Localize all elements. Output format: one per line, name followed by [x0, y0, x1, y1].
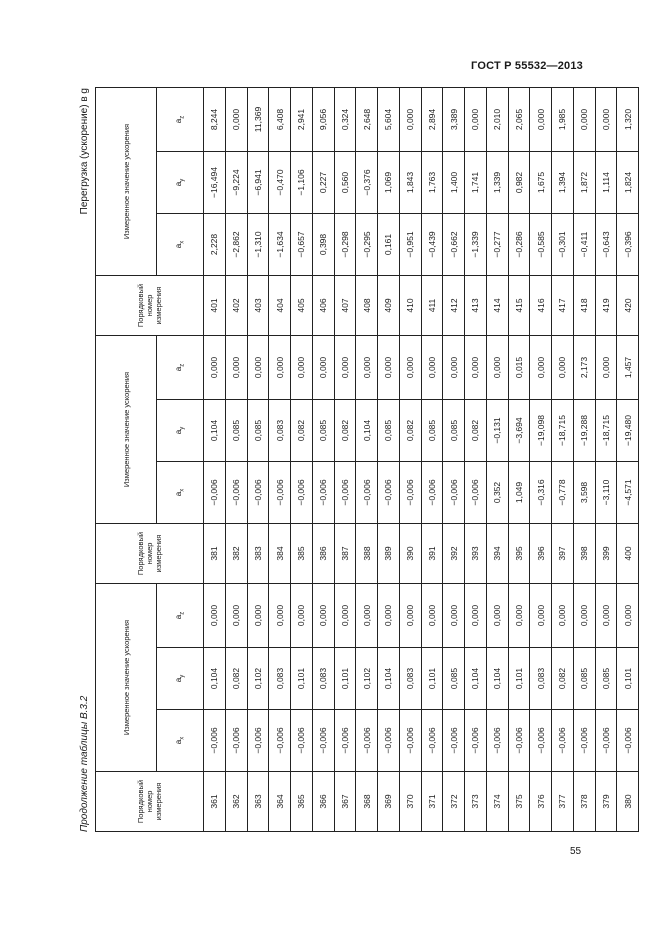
row-number-cell: 394 — [486, 524, 508, 584]
row-number-cell: 367 — [334, 772, 356, 832]
value-cell: 0,000 — [486, 336, 508, 400]
value-cell: −4,571 — [617, 462, 639, 524]
value-cell: 3,598 — [573, 462, 595, 524]
table-row — [617, 88, 639, 832]
value-cell: 0,000 — [291, 584, 313, 648]
value-cell: −0,662 — [443, 214, 465, 276]
value-cell: −0,439 — [421, 214, 443, 276]
value-cell: −0,778 — [552, 462, 574, 524]
row-number-cell: 383 — [247, 524, 269, 584]
acceleration-table — [95, 87, 639, 832]
value-cell: 0,000 — [204, 584, 226, 648]
value-cell: −0,006 — [573, 710, 595, 772]
value-cell: −0,006 — [530, 710, 552, 772]
row-number-cell: 382 — [225, 524, 247, 584]
value-cell: −0,951 — [399, 214, 421, 276]
value-cell: 0,000 — [247, 584, 269, 648]
value-cell: 0,082 — [552, 648, 574, 710]
value-cell: 1,985 — [552, 88, 574, 152]
value-cell: 0,000 — [247, 336, 269, 400]
value-cell: 0,015 — [508, 336, 530, 400]
value-cell: 0,000 — [312, 336, 334, 400]
value-cell: −19,480 — [617, 400, 639, 462]
row-number-cell: 420 — [617, 276, 639, 336]
value-cell: 0,000 — [530, 584, 552, 648]
table-body — [204, 88, 639, 832]
value-cell: 9,056 — [312, 88, 334, 152]
value-cell: 1,457 — [617, 336, 639, 400]
value-cell: −0,006 — [595, 710, 617, 772]
value-cell: 0,000 — [465, 584, 487, 648]
value-cell: 0,085 — [225, 400, 247, 462]
value-cell: 0,000 — [225, 336, 247, 400]
row-number-cell: 414 — [486, 276, 508, 336]
row-number-cell: 398 — [573, 524, 595, 584]
value-cell: 2,941 — [291, 88, 313, 152]
value-cell: −0,006 — [421, 710, 443, 772]
row-number-cell: 380 — [617, 772, 639, 832]
value-cell: 0,083 — [312, 648, 334, 710]
value-cell: 1,049 — [508, 462, 530, 524]
value-cell: 3,389 — [443, 88, 465, 152]
value-cell: 0,000 — [443, 584, 465, 648]
value-cell: −0,298 — [334, 214, 356, 276]
value-cell: 0,000 — [269, 336, 291, 400]
value-cell: −0,131 — [486, 400, 508, 462]
value-cell: −0,277 — [486, 214, 508, 276]
value-cell: 0,101 — [508, 648, 530, 710]
value-cell: −0,006 — [291, 710, 313, 772]
row-number-cell: 384 — [269, 524, 291, 584]
header-row-no-1: Порядковый номер измерения — [96, 772, 204, 832]
row-number-cell: 395 — [508, 524, 530, 584]
row-number-cell: 403 — [247, 276, 269, 336]
value-cell: 0,101 — [291, 648, 313, 710]
table-row — [595, 88, 617, 832]
header-measured-3: Измеренное значение ускорения — [96, 88, 157, 276]
value-cell: −0,006 — [378, 710, 400, 772]
value-cell: 1,741 — [465, 152, 487, 214]
value-cell: 0,083 — [269, 400, 291, 462]
header-ay-1: $a_y$ — [157, 648, 204, 710]
row-number-cell: 412 — [443, 276, 465, 336]
value-cell: 2,894 — [421, 88, 443, 152]
table-row — [356, 88, 378, 832]
value-cell: 0,000 — [334, 336, 356, 400]
value-cell: −18,715 — [595, 400, 617, 462]
header-row-no-3: Порядковый номер измерения — [96, 276, 204, 336]
value-cell: −3,694 — [508, 400, 530, 462]
table-row — [291, 88, 313, 832]
value-cell: −0,411 — [573, 214, 595, 276]
row-number-cell: 411 — [421, 276, 443, 336]
row-number-cell: 392 — [443, 524, 465, 584]
value-cell: −0,006 — [399, 462, 421, 524]
value-cell: −0,006 — [225, 462, 247, 524]
value-cell: 0,000 — [204, 336, 226, 400]
value-cell: 0,000 — [291, 336, 313, 400]
header-az-1: $a_z$ — [157, 584, 204, 648]
value-cell: 0,000 — [421, 336, 443, 400]
value-cell: −0,006 — [269, 710, 291, 772]
value-cell: 0,000 — [595, 584, 617, 648]
value-cell: −1,634 — [269, 214, 291, 276]
value-cell: 0,104 — [465, 648, 487, 710]
row-number-cell: 400 — [617, 524, 639, 584]
page-number: 55 — [570, 846, 582, 857]
table-row — [552, 88, 574, 832]
value-cell: 0,083 — [399, 648, 421, 710]
value-cell: −0,657 — [291, 214, 313, 276]
row-number-cell: 397 — [552, 524, 574, 584]
value-cell: −0,006 — [508, 710, 530, 772]
row-number-cell: 405 — [291, 276, 313, 336]
value-cell: 2,648 — [356, 88, 378, 152]
value-cell: −0,006 — [204, 462, 226, 524]
value-cell: −0,006 — [312, 710, 334, 772]
value-cell: 2,228 — [204, 214, 226, 276]
row-number-cell: 418 — [573, 276, 595, 336]
value-cell: −0,316 — [530, 462, 552, 524]
value-cell: −0,376 — [356, 152, 378, 214]
value-cell: 0,227 — [312, 152, 334, 214]
row-number-cell: 389 — [378, 524, 400, 584]
row-number-cell: 386 — [312, 524, 334, 584]
value-cell: 0,000 — [399, 88, 421, 152]
row-number-cell: 391 — [421, 524, 443, 584]
value-cell: 0,085 — [312, 400, 334, 462]
value-cell: 0,000 — [595, 336, 617, 400]
value-cell: 0,000 — [552, 336, 574, 400]
header-measured-1: Измеренное значение ускорения — [96, 584, 157, 772]
value-cell: 2,010 — [486, 88, 508, 152]
row-number-cell: 396 — [530, 524, 552, 584]
value-cell: 0,082 — [465, 400, 487, 462]
value-cell: 0,000 — [530, 336, 552, 400]
row-number-cell: 372 — [443, 772, 465, 832]
value-cell: −0,301 — [552, 214, 574, 276]
value-cell: −16,494 — [204, 152, 226, 214]
row-number-cell: 402 — [225, 276, 247, 336]
row-number-cell: 369 — [378, 772, 400, 832]
value-cell: 0,324 — [334, 88, 356, 152]
value-cell: 0,082 — [291, 400, 313, 462]
value-cell: 0,104 — [204, 648, 226, 710]
table-row — [399, 88, 421, 832]
value-cell: 0,085 — [421, 400, 443, 462]
value-cell: 0,085 — [247, 400, 269, 462]
value-cell: −0,585 — [530, 214, 552, 276]
value-cell: −0,006 — [399, 710, 421, 772]
row-number-cell: 415 — [508, 276, 530, 336]
value-cell: 1,320 — [617, 88, 639, 152]
value-cell: 1,843 — [399, 152, 421, 214]
value-cell: 0,000 — [356, 584, 378, 648]
value-cell: 0,000 — [530, 88, 552, 152]
value-cell: 0,000 — [312, 584, 334, 648]
row-number-cell: 373 — [465, 772, 487, 832]
value-cell: 0,000 — [356, 336, 378, 400]
value-cell: 0,000 — [399, 584, 421, 648]
table-row — [508, 88, 530, 832]
value-cell: 0,083 — [269, 648, 291, 710]
row-number-cell: 410 — [399, 276, 421, 336]
header-ax-1: $a_x$ — [157, 710, 204, 772]
value-cell: 0,000 — [225, 88, 247, 152]
value-cell: 0,101 — [334, 648, 356, 710]
table-caption: Продолжение таблицы В.3.2 — [79, 695, 90, 832]
value-cell: 0,082 — [399, 400, 421, 462]
value-cell: −0,006 — [269, 462, 291, 524]
value-cell: 0,085 — [573, 648, 595, 710]
value-cell: 5,604 — [378, 88, 400, 152]
value-cell: −19,288 — [573, 400, 595, 462]
table-row — [378, 88, 400, 832]
units-caption: Перегрузка (ускорение) в g — [79, 88, 90, 215]
value-cell: 0,082 — [334, 400, 356, 462]
value-cell: 1,394 — [552, 152, 574, 214]
value-cell: −1,339 — [465, 214, 487, 276]
row-number-cell: 370 — [399, 772, 421, 832]
value-cell: 0,085 — [443, 400, 465, 462]
value-cell: 0,000 — [595, 88, 617, 152]
document-code: ГОСТ Р 55532—2013 — [471, 60, 583, 72]
value-cell: 0,104 — [486, 648, 508, 710]
table-row — [247, 88, 269, 832]
value-cell: 1,824 — [617, 152, 639, 214]
value-cell: 0,000 — [225, 584, 247, 648]
value-cell: 0,560 — [334, 152, 356, 214]
table-row — [465, 88, 487, 832]
value-cell: −0,006 — [356, 710, 378, 772]
value-cell: 0,398 — [312, 214, 334, 276]
value-cell: 0,000 — [573, 88, 595, 152]
row-number-cell: 408 — [356, 276, 378, 336]
value-cell: 0,104 — [204, 400, 226, 462]
value-cell: 0,083 — [530, 648, 552, 710]
row-number-cell: 419 — [595, 276, 617, 336]
value-cell: −0,643 — [595, 214, 617, 276]
table-row — [573, 88, 595, 832]
table-row — [334, 88, 356, 832]
value-cell: 0,101 — [421, 648, 443, 710]
value-cell: 0,000 — [465, 88, 487, 152]
row-number-cell: 375 — [508, 772, 530, 832]
header-ay-2: $a_y$ — [157, 400, 204, 462]
value-cell: 1,675 — [530, 152, 552, 214]
row-number-cell: 366 — [312, 772, 334, 832]
value-cell: −0,006 — [204, 710, 226, 772]
value-cell: −1,106 — [291, 152, 313, 214]
value-cell: −3,110 — [595, 462, 617, 524]
row-number-cell: 377 — [552, 772, 574, 832]
row-number-cell: 364 — [269, 772, 291, 832]
value-cell: −0,006 — [225, 710, 247, 772]
row-number-cell: 409 — [378, 276, 400, 336]
value-cell: 0,161 — [378, 214, 400, 276]
value-cell: 0,104 — [378, 648, 400, 710]
row-number-cell: 404 — [269, 276, 291, 336]
row-number-cell: 416 — [530, 276, 552, 336]
row-number-cell: 368 — [356, 772, 378, 832]
value-cell: 0,085 — [595, 648, 617, 710]
table-row — [486, 88, 508, 832]
value-cell: −0,006 — [247, 710, 269, 772]
row-number-cell: 363 — [247, 772, 269, 832]
value-cell: 2,065 — [508, 88, 530, 152]
header-az-2: $a_z$ — [157, 336, 204, 400]
row-number-cell: 388 — [356, 524, 378, 584]
header-ax-3: $a_x$ — [157, 214, 204, 276]
value-cell: 1,872 — [573, 152, 595, 214]
row-number-cell: 406 — [312, 276, 334, 336]
table-row — [225, 88, 247, 832]
value-cell: 1,763 — [421, 152, 443, 214]
value-cell: −0,470 — [269, 152, 291, 214]
row-number-cell: 393 — [465, 524, 487, 584]
row-number-cell: 381 — [204, 524, 226, 584]
value-cell: −0,006 — [421, 462, 443, 524]
value-cell: 0,000 — [399, 336, 421, 400]
value-cell: 0,000 — [421, 584, 443, 648]
header-measured-2: Измеренное значение ускорения — [96, 336, 157, 524]
value-cell: −0,006 — [356, 462, 378, 524]
value-cell: −0,006 — [334, 462, 356, 524]
value-cell: 1,069 — [378, 152, 400, 214]
row-number-cell: 385 — [291, 524, 313, 584]
value-cell: 0,000 — [378, 336, 400, 400]
value-cell: 0,102 — [356, 648, 378, 710]
table-row — [312, 88, 334, 832]
value-cell: −1,310 — [247, 214, 269, 276]
value-cell: 1,400 — [443, 152, 465, 214]
header-row-no-2: Порядковый номер измерения — [96, 524, 204, 584]
value-cell: 0,085 — [443, 648, 465, 710]
rotated-table-area — [79, 88, 633, 832]
table-row — [421, 88, 443, 832]
table-row — [269, 88, 291, 832]
table-row — [204, 88, 226, 832]
value-cell: −0,006 — [247, 462, 269, 524]
value-cell: −0,006 — [312, 462, 334, 524]
value-cell: 0,000 — [508, 584, 530, 648]
header-ay-3: $a_y$ — [157, 152, 204, 214]
row-number-cell: 401 — [204, 276, 226, 336]
table-row — [443, 88, 465, 832]
value-cell: 0,982 — [508, 152, 530, 214]
row-number-cell: 362 — [225, 772, 247, 832]
value-cell: 0,102 — [247, 648, 269, 710]
value-cell: 0,000 — [617, 584, 639, 648]
value-cell: −0,006 — [465, 462, 487, 524]
value-cell: 1,114 — [595, 152, 617, 214]
value-cell: −0,006 — [378, 462, 400, 524]
row-number-cell: 390 — [399, 524, 421, 584]
value-cell: 0,000 — [334, 584, 356, 648]
value-cell: 0,000 — [465, 336, 487, 400]
row-number-cell: 407 — [334, 276, 356, 336]
value-cell: −19,098 — [530, 400, 552, 462]
row-number-cell: 374 — [486, 772, 508, 832]
value-cell: −18,715 — [552, 400, 574, 462]
value-cell: −2,862 — [225, 214, 247, 276]
value-cell: 0,104 — [356, 400, 378, 462]
value-cell: −0,006 — [443, 462, 465, 524]
value-cell: 0,000 — [269, 584, 291, 648]
value-cell: −0,006 — [486, 710, 508, 772]
value-cell: −0,006 — [465, 710, 487, 772]
value-cell: −9,224 — [225, 152, 247, 214]
value-cell: −0,396 — [617, 214, 639, 276]
value-cell: −0,286 — [508, 214, 530, 276]
header-ax-2: $a_x$ — [157, 462, 204, 524]
value-cell: 0,082 — [225, 648, 247, 710]
value-cell: 8,244 — [204, 88, 226, 152]
row-number-cell: 413 — [465, 276, 487, 336]
value-cell: 0,085 — [378, 400, 400, 462]
value-cell: −0,006 — [291, 462, 313, 524]
row-number-cell: 399 — [595, 524, 617, 584]
value-cell: −0,006 — [617, 710, 639, 772]
value-cell: 1,339 — [486, 152, 508, 214]
row-number-cell: 361 — [204, 772, 226, 832]
value-cell: −0,006 — [334, 710, 356, 772]
table-row — [530, 88, 552, 832]
value-cell: 2,173 — [573, 336, 595, 400]
value-cell: −0,006 — [552, 710, 574, 772]
row-number-cell: 376 — [530, 772, 552, 832]
row-number-cell: 378 — [573, 772, 595, 832]
row-number-cell: 387 — [334, 524, 356, 584]
value-cell: −0,006 — [443, 710, 465, 772]
row-number-cell: 379 — [595, 772, 617, 832]
row-number-cell: 417 — [552, 276, 574, 336]
header-az-3: $a_z$ — [157, 88, 204, 152]
value-cell: 6,408 — [269, 88, 291, 152]
value-cell: 0,000 — [552, 584, 574, 648]
value-cell: 11,369 — [247, 88, 269, 152]
value-cell: 0,352 — [486, 462, 508, 524]
value-cell: 0,000 — [443, 336, 465, 400]
row-number-cell: 365 — [291, 772, 313, 832]
value-cell: 0,000 — [486, 584, 508, 648]
value-cell: 0,101 — [617, 648, 639, 710]
value-cell: 0,000 — [378, 584, 400, 648]
value-cell: 0,000 — [573, 584, 595, 648]
value-cell: −0,295 — [356, 214, 378, 276]
row-number-cell: 371 — [421, 772, 443, 832]
value-cell: −6,941 — [247, 152, 269, 214]
